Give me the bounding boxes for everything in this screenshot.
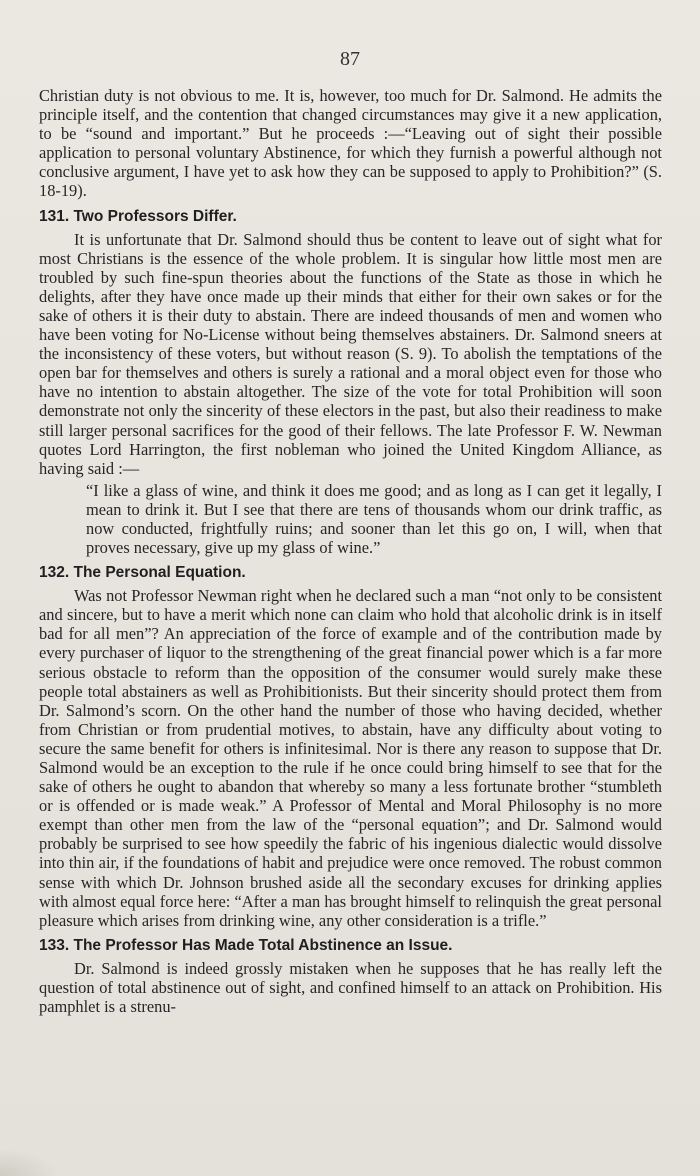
paragraph-131: It is unfortunate that Dr. Salmond should thus be content to leave out of sight what for most Christians is the essence of the whole problem. It is singular how little most men are troubled by such fine-spun theories about the functions of the State as those in which he delights, after they have once made up their minds that either for their own sakes or for the sake of others it is their duty to abstain. There are indeed thousands of men and women who have been voting for No-License without being themselves abstainers. Dr. Salmond sneers at the inconsistency of these voters, but without reason (S. 9). To abolish the temptations of the open bar for themselves and others is surely a rational and a moral object even for those who have no intention to abstain altogether. The size of the vote for total Prohibition will soon demonstrate not only the sincerity of these electors in the past, but also their readiness to make still larger personal sacrifices for the good of their fellows. The late Professor F. W. Newman quotes Lord Harrington, the first nobleman who joined the United Kingdom Alliance, as having said :— (39, 229, 662, 478)
block-quote-harrington (39, 481, 662, 557)
section-heading-132: 132. The Personal Equation. (39, 564, 246, 582)
paragraph-133: Dr. Salmond is indeed grossly mistaken when he supposes that he has really left the question of total abstinence out of sight, and confined himself to an attack on Prohibition. His pamphlet is a strenu- (39, 958, 662, 1017)
quote-text: “I like a glass of wine, and think it does me good; and as long as I can get it legally, I mean to drink it. But I see that there are tens of thousands whom our drink traffic, as now conducted, frightfully ruins; and sooner than let this go on, I will, when that proves necessary, give up my glass of wine.” (86, 480, 662, 558)
paragraph-132: Was not Professor Newman right when he declared such a man “not only to be consistent and sincere, but to have a merit which none can claim who hold that alcoholic drink is in itself bad for all men”? An appreciation of the force of example and of the contribution made by every purchaser of liquor to the strengthening of the great financial power which is a far more serious obstacle to reform than the opposition of the consumer would surely make these people total abstainers as well as Prohibitionists. But their sincerity should protect them from Dr. Salmond’s scorn. On the other hand the number of those who having decided, whether from Christian or from prudential motives, to abstain, have any difficulty about voting to secure the same benefit for others is infinitesimal. Nor is there any reason to suppose that Dr. Salmond would be an exception to the rule if he once could bring himself to see that for the sake of others he ought to abandon that whereby so many a less fortunate brother “stumbleth or is offended or is made weak.” A Professor of Mental and Moral Philosophy is no more exempt than other men from the law of the “personal equation”; and Dr. Salmond would probably be surprised to see how speedily the fabric of his ingenious dialectic would dissolve into thin air, if the foundations of habit and prejudice were once removed. The robust common sense with which Dr. Johnson brushed aside all the secondary excuses for drinking applies with almost equal force here: “After a man has brought himself to relinquish the great personal pleasure which arises from drinking wine, any other consideration is a trifle.” (39, 586, 662, 930)
paper-stain (0, 1148, 60, 1176)
page-number: 87 (340, 48, 360, 70)
section-heading-131: 131. Two Professors Differ. (39, 207, 237, 225)
paragraph-continuation: Christian duty is not obvious to me. It is, however, too much for Dr. Salmond. He admits the principle itself, and the contention that changed circumstances may give it a new application, to be “sound and important.” But he proceeds :—“Leaving out of sight their possible application to personal voluntary Abstinence, for which they furnish a powerful although not conclusive argument, I have yet to ask how they can be supposed to apply to Prohibition?” (S. 18-19). (39, 86, 662, 201)
page-body (39, 86, 662, 1016)
section-heading-133: 133. The Professor Has Made Total Abstinence an Issue. (39, 936, 453, 954)
